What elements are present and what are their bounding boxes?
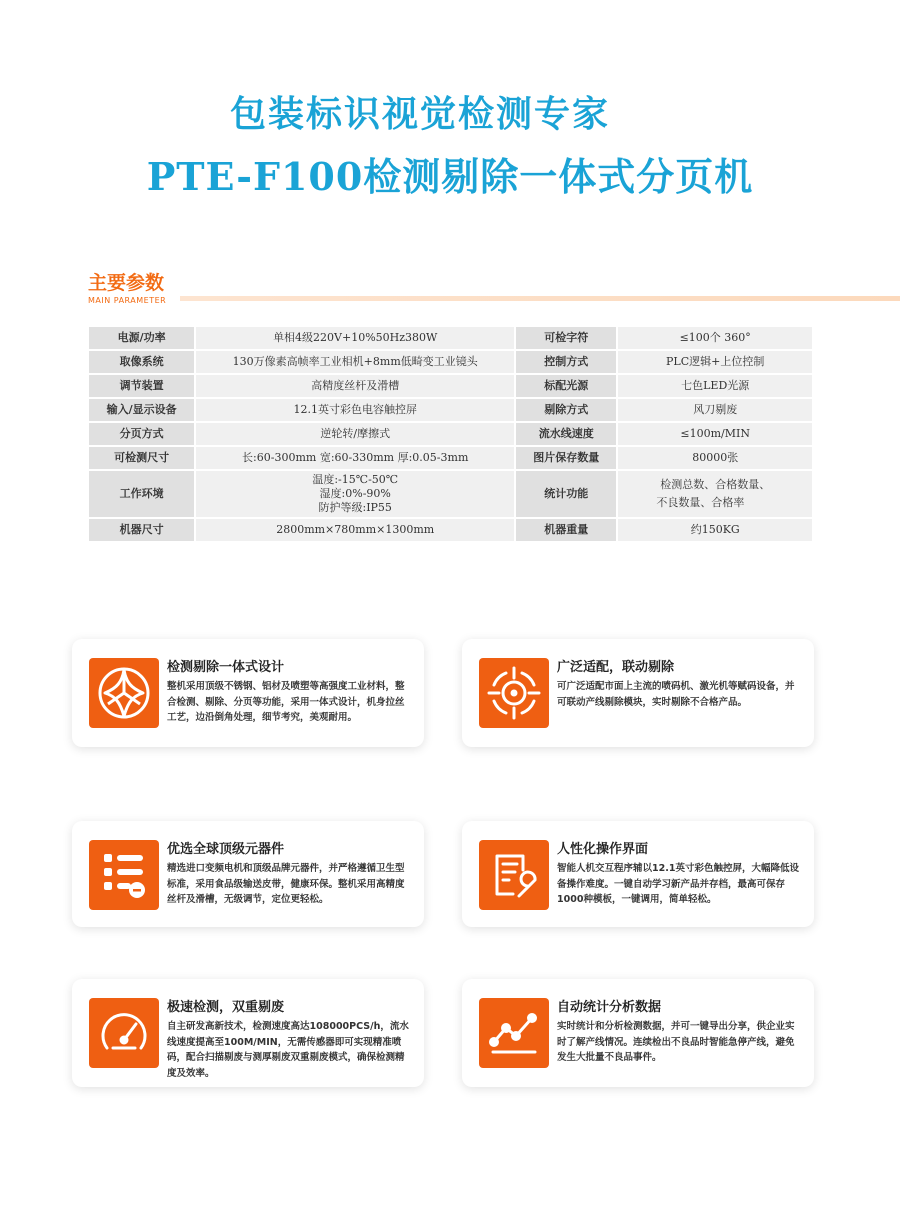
table-row — [89, 471, 812, 517]
feature-title: 极速检测，双重剔废 — [167, 1000, 285, 1015]
param-value: 单相4级220V+10%50Hz380W — [196, 327, 514, 349]
feature-title: 人性化操作界面 — [557, 842, 649, 857]
speedometer-icon — [89, 998, 159, 1068]
feature-card — [72, 821, 424, 927]
param-label: 可检测尺寸 — [89, 447, 194, 469]
param-label: 统计功能 — [516, 471, 616, 517]
document-wrench-icon — [479, 840, 549, 910]
param-value-line: 温度:-15℃-50℃ — [312, 473, 399, 486]
product-title: PTE-F100检测剔除一体式分页机 — [146, 154, 754, 199]
section-subtitle: MAIN PARAMETER — [88, 296, 167, 305]
param-value-line: 不良数量、合格率 — [656, 496, 745, 509]
param-label: 标配光源 — [516, 375, 616, 397]
feature-description: 实时统计和分析检测数据，并可一键导出分享，供企业实时了解产线情况。连续检出不良品时智能急停产线，避免发生大批量不良品事件。 — [557, 1021, 795, 1063]
feature-title: 广泛适配，联动剔除 — [557, 660, 675, 675]
feature-card — [72, 639, 424, 747]
feature-card — [462, 979, 814, 1087]
tri-circle-icon — [89, 658, 159, 728]
feature-description: 整机采用顶级不锈钢、铝材及喷塑等高强度工业材料，整合检测、剔除、分页等功能，采用一体式设计，机身拉丝工艺，边沿倒角处理，细节考究，美观耐用。 — [167, 681, 405, 723]
param-value: 风刀剔废 — [618, 399, 812, 421]
target-icon — [479, 658, 549, 728]
param-label: 电源/功率 — [89, 327, 194, 349]
param-value: ≤100m/MIN — [618, 423, 812, 445]
feature-card — [462, 639, 814, 747]
feature-description: 智能人机交互程序辅以12.1英寸彩色触控屏，大幅降低设备操作难度。一键自动学习新产品并存档，最高可保存1000种模板，一键调用，简单轻松。 — [557, 863, 799, 905]
param-value: 约150KG — [618, 519, 812, 541]
param-value: 2800mm×780mm×1300mm — [196, 519, 514, 541]
param-value-line: 检测总数、合格数量、 — [660, 478, 771, 491]
feature-description: 可广泛适配市面上主流的喷码机、激光机等赋码设备，并可联动产线剔除模块，实时剔除不合格产品。 — [557, 681, 795, 708]
table-row — [89, 351, 812, 373]
param-label: 机器尺寸 — [89, 519, 194, 541]
feature-title: 自动统计分析数据 — [557, 1000, 662, 1015]
param-label: 机器重量 — [516, 519, 616, 541]
section-header — [88, 268, 166, 305]
param-label: 流水线速度 — [516, 423, 616, 445]
section-divider — [180, 296, 900, 301]
param-value: 高精度丝杆及滑槽 — [196, 375, 514, 397]
feature-description: 精选进口变频电机和顶级品牌元器件，并严格遵循卫生型标准，采用食品级输送皮带，健康环保。整机采用高精度丝杆及滑槽，无级调节，定位更轻松。 — [167, 863, 405, 905]
param-value: 逆轮转/摩擦式 — [196, 423, 514, 445]
param-label: 可检字符 — [516, 327, 616, 349]
param-value-line: 湿度:0%-90% — [319, 487, 391, 500]
feature-title: 优选全球顶级元器件 — [167, 842, 285, 857]
table-row — [89, 519, 812, 541]
param-value: ≤100个 360° — [618, 327, 812, 349]
feature-title: 检测剔除一体式设计 — [167, 660, 285, 675]
param-label: 控制方式 — [516, 351, 616, 373]
param-value: 长:60-300mm 宽:60-330mm 厚:0.05-3mm — [196, 447, 514, 469]
param-label: 输入/显示设备 — [89, 399, 194, 421]
feature-description: 自主研发高新技术，检测速度高达108000PCS/h，流水线速度提高至100M/MIN，无需传感器即可实现精准喷码，配合扫描剔废与测厚剔废双重剔废模式，确保检测精度及效率。 — [167, 1021, 409, 1079]
param-label: 工作环境 — [89, 471, 194, 517]
param-value: 130万像素高帧率工业相机+8mm低畸变工业镜头 — [196, 351, 514, 373]
table-row — [89, 447, 812, 469]
param-label: 剔除方式 — [516, 399, 616, 421]
param-value — [196, 471, 514, 517]
main-title: 包装标识视觉检测专家 — [229, 93, 610, 135]
param-value: PLC逻辑+上位控制 — [618, 351, 812, 373]
param-label: 取像系统 — [89, 351, 194, 373]
table-row — [89, 327, 812, 349]
section-title: 主要参数 — [88, 272, 165, 294]
param-label: 图片保存数量 — [516, 447, 616, 469]
component-list-icon — [89, 840, 159, 910]
param-value-line: 防护等级:IP55 — [318, 501, 392, 514]
table-row — [89, 399, 812, 421]
table-row — [89, 375, 812, 397]
param-label: 调节装置 — [89, 375, 194, 397]
feature-card — [462, 821, 814, 927]
line-chart-icon — [479, 998, 549, 1068]
parameter-table — [87, 325, 814, 543]
param-value: 12.1英寸彩色电容触控屏 — [196, 399, 514, 421]
param-value: 七色LED光源 — [618, 375, 812, 397]
feature-card — [72, 979, 424, 1087]
table-row — [89, 423, 812, 445]
param-value: 80000张 — [618, 447, 812, 469]
param-label: 分页方式 — [89, 423, 194, 445]
param-value — [618, 471, 812, 517]
